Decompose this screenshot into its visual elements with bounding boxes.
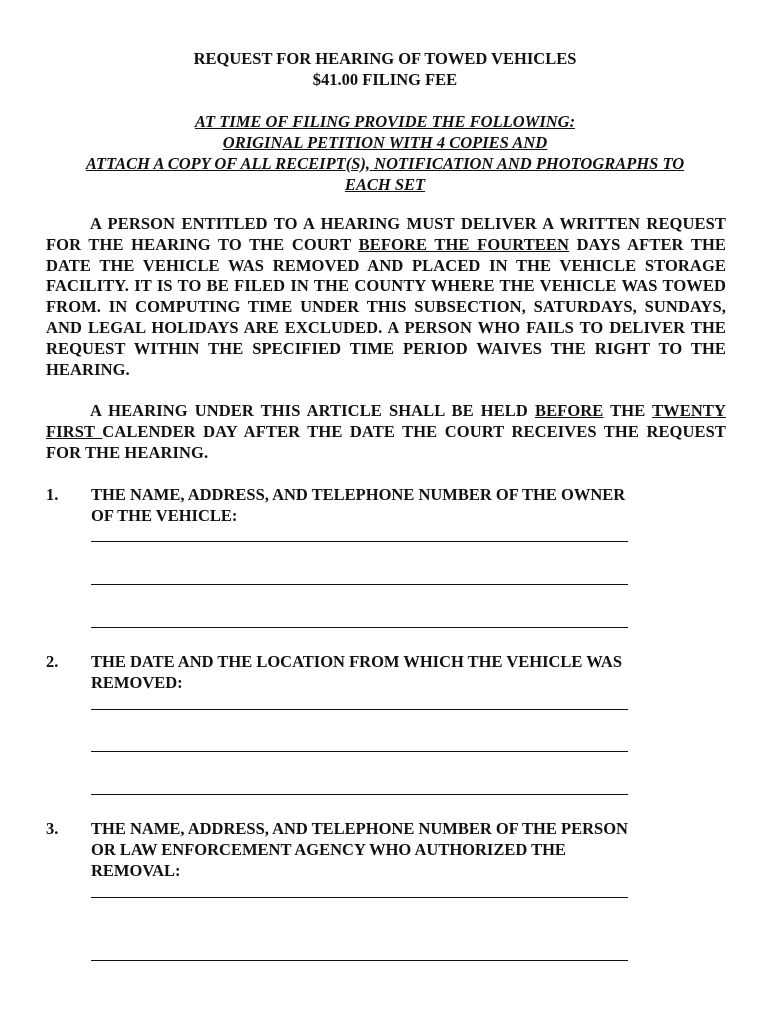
owner-info-line-1[interactable] [91, 541, 628, 542]
paragraph1-underlined: BEFORE THE FOURTEEN [358, 234, 570, 254]
authorizer-info-line-2[interactable] [91, 960, 628, 961]
paragraph2-part2: THE [603, 401, 653, 420]
instruction-line-4: EACH SET [344, 175, 426, 194]
document-header [0, 48, 770, 90]
paragraph1-part1: A PERSON ENTITLED TO A HEARING MUST DELIVER A WRITTEN REQUEST FOR THE HEARING TO THE COURT [46, 214, 726, 254]
removal-info-line-2[interactable] [91, 751, 628, 752]
item-number: 2. [46, 652, 59, 671]
item-number: 1. [46, 485, 59, 504]
paragraph2-part1: A HEARING UNDER THIS ARTICLE SHALL BE HELD [90, 401, 535, 420]
filing-fee: $41.00 FILING FEE [312, 70, 458, 89]
authorizer-info-line-1[interactable] [91, 897, 628, 898]
document-title: REQUEST FOR HEARING OF TOWED VEHICLES [193, 49, 577, 68]
item-label: THE NAME, ADDRESS, AND TELEPHONE NUMBER OF THE PERSON OR LAW ENFORCEMENT AGENCY WHO AUTHORIZED THE REMOVAL: [91, 819, 628, 880]
instruction-line-3: ATTACH A COPY OF ALL RECEIPT(S), NOTIFICATION AND PHOTOGRAPHS TO [85, 154, 685, 173]
instruction-line-2: ORIGINAL PETITION WITH 4 COPIES AND [222, 133, 548, 152]
item-label: THE DATE AND THE LOCATION FROM WHICH THE VEHICLE WAS REMOVED: [91, 652, 623, 692]
hearing-deadline-paragraph [46, 214, 726, 380]
instruction-line-1: AT TIME OF FILING PROVIDE THE FOLLOWING: [194, 112, 576, 131]
filing-instructions [40, 111, 730, 195]
item-number: 3. [46, 819, 59, 838]
paragraph1-part2: DAYS AFTER THE DATE THE VEHICLE WAS REMOVED AND PLACED IN THE VEHICLE STORAGE FACILITY. IT IS TO BE FILED IN THE COUNTY WHERE THE VEHICLE WAS TOWED FROM. IN COMPUTING TIME UNDER THIS SUBSECTION, SATURDAYS, SUNDAYS, AND LEGAL HOLIDAYS ARE EXCLUDED. A PERSON WHO FAILS TO DELIVER THE REQUEST WITHIN THE SPECIFIED TIME PERIOD WAIVES THE RIGHT TO THE HEARING. [46, 234, 727, 379]
owner-info-line-2[interactable] [91, 584, 628, 585]
hearing-schedule-paragraph [46, 401, 726, 463]
paragraph2-part3: CALENDER DAY AFTER THE DATE THE COURT RECEIVES THE REQUEST FOR THE HEARING. [46, 421, 726, 462]
paragraph2-underlined-1: BEFORE [534, 401, 604, 420]
removal-info-line-3[interactable] [91, 794, 628, 795]
owner-info-line-3[interactable] [91, 627, 628, 628]
paragraph2-underlined-2: TWENTY FIRST [46, 401, 727, 441]
removal-info-line-1[interactable] [91, 709, 628, 710]
item-label: THE NAME, ADDRESS, AND TELEPHONE NUMBER OF THE OWNER OF THE VEHICLE: [91, 485, 626, 525]
